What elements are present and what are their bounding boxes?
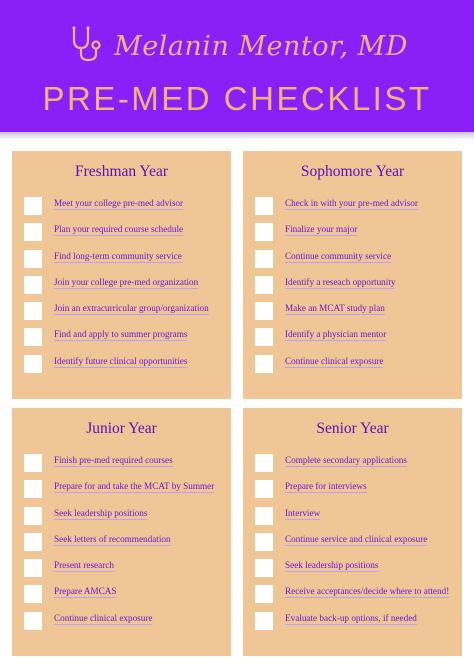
checklist-item (24, 533, 224, 559)
checklist-label: Continue service and clinical exposure (285, 533, 428, 544)
checklist-label: Continue community service (285, 250, 392, 261)
checklist-label: Seek leadership positions (54, 507, 148, 518)
checklist-item (255, 197, 455, 223)
checkbox[interactable] (24, 276, 42, 294)
checkbox[interactable] (255, 302, 273, 320)
checkbox[interactable] (24, 197, 42, 215)
checklist-item (24, 507, 224, 533)
card-title: Freshman Year (75, 163, 168, 180)
checkbox[interactable] (24, 302, 42, 320)
checkbox[interactable] (255, 454, 273, 472)
checklist-item (255, 250, 455, 276)
checkbox[interactable] (255, 612, 273, 630)
card-title: Sophomore Year (300, 163, 405, 180)
checklist-item (255, 276, 455, 302)
checkbox[interactable] (24, 533, 42, 551)
checklist-label: Continue clinical exposure (54, 612, 153, 623)
checkbox[interactable] (24, 480, 42, 498)
checklist-label: Interview (285, 507, 321, 518)
checklist-item (24, 355, 224, 381)
checklist-item (24, 250, 224, 276)
checklist-label: Identify a reseach opportunity (285, 276, 396, 287)
checklist-label: Meet your college pre-med advisor (54, 198, 184, 208)
checklist-label: Prepare AMCAS (54, 586, 117, 597)
checklist-label: Join an extracurricular group/organization (54, 303, 209, 314)
checkbox[interactable] (255, 223, 273, 241)
checkbox[interactable] (255, 197, 273, 215)
checklist-label: Plan your required course schedule (54, 224, 184, 235)
checklist-item (24, 328, 224, 354)
header-shadow (0, 132, 474, 140)
checklist-label: Receive acceptances/decide where to attend! (285, 586, 450, 597)
checklist-item (255, 302, 455, 328)
checklist-item (24, 612, 224, 638)
brand-logo (0, 20, 474, 72)
checkbox[interactable] (255, 276, 273, 294)
checklist-label: Seek letters of recommendation (54, 533, 171, 544)
checklist-item (255, 328, 455, 354)
checkbox[interactable] (24, 559, 42, 577)
checkbox[interactable] (24, 507, 42, 525)
stethoscope-icon (66, 24, 106, 68)
checklist-label: Seek leadership positions (285, 560, 379, 571)
checklist-label: Check in with your pre-med advisor (285, 198, 418, 208)
card-junior-year (12, 408, 231, 656)
checklist-item (24, 276, 224, 302)
checkbox[interactable] (24, 328, 42, 346)
card-sophomore-year (243, 151, 462, 399)
checkbox[interactable] (24, 250, 42, 268)
checklist-label: Identify a physician mentor (285, 329, 387, 340)
checklist-item (24, 302, 224, 328)
checkbox[interactable] (255, 328, 273, 346)
checklist-item (255, 480, 455, 506)
checklist-item (255, 355, 455, 381)
checklist-label: Find and apply to summer programs (54, 329, 188, 340)
checklist-label: Complete secondary applications (285, 455, 407, 465)
checkbox[interactable] (24, 355, 42, 373)
checkbox[interactable] (255, 533, 273, 551)
checklist-label: Prepare for and take the MCAT by Summer (54, 481, 215, 492)
checklist-item (24, 197, 224, 223)
checklist-item (255, 559, 455, 585)
checkbox[interactable] (255, 355, 273, 373)
checklist-label: Present research (54, 560, 114, 571)
page-title: PRE-MED CHECKLIST (42, 80, 432, 117)
checklist-label: Prepare for interviews (285, 481, 367, 492)
checkbox[interactable] (255, 585, 273, 603)
checklist-label: Finalize your major (285, 224, 358, 235)
checkbox[interactable] (24, 223, 42, 241)
checkbox[interactable] (24, 612, 42, 630)
checklist-item (255, 454, 455, 480)
checklist-label: Join your college pre-med organization (54, 276, 199, 287)
checklist-item (255, 612, 455, 638)
checklist-item (24, 480, 224, 506)
card-title: Junior Year (86, 420, 157, 437)
card-senior-year (243, 408, 462, 656)
checkbox[interactable] (255, 559, 273, 577)
checkbox[interactable] (255, 250, 273, 268)
checklist-item (255, 533, 455, 559)
checklist-label: Evaluate back-up options, if needed (285, 612, 417, 623)
checkbox[interactable] (255, 480, 273, 498)
checklist-label: Finish pre-med required courses (54, 455, 173, 465)
checkbox[interactable] (24, 585, 42, 603)
card-title: Senior Year (316, 420, 389, 437)
checklist-item (24, 559, 224, 585)
checklist-label: Continue clinical exposure (285, 355, 384, 366)
checklist-item (24, 585, 224, 611)
checklist-item (255, 223, 455, 249)
checkbox[interactable] (24, 454, 42, 472)
checklist-label: Find long-term community service (54, 250, 182, 261)
checklist-item (255, 507, 455, 533)
checklist-item (255, 585, 455, 611)
checklist-item (24, 223, 224, 249)
card-freshman-year (12, 151, 231, 399)
checklist-label: Make an MCAT study plan (285, 303, 385, 314)
checkbox[interactable] (255, 507, 273, 525)
brand-name: Melanin Mentor, MD (114, 30, 408, 62)
checklist-item (24, 454, 224, 480)
checklist-label: Identify future clinical opportunities (54, 355, 188, 366)
